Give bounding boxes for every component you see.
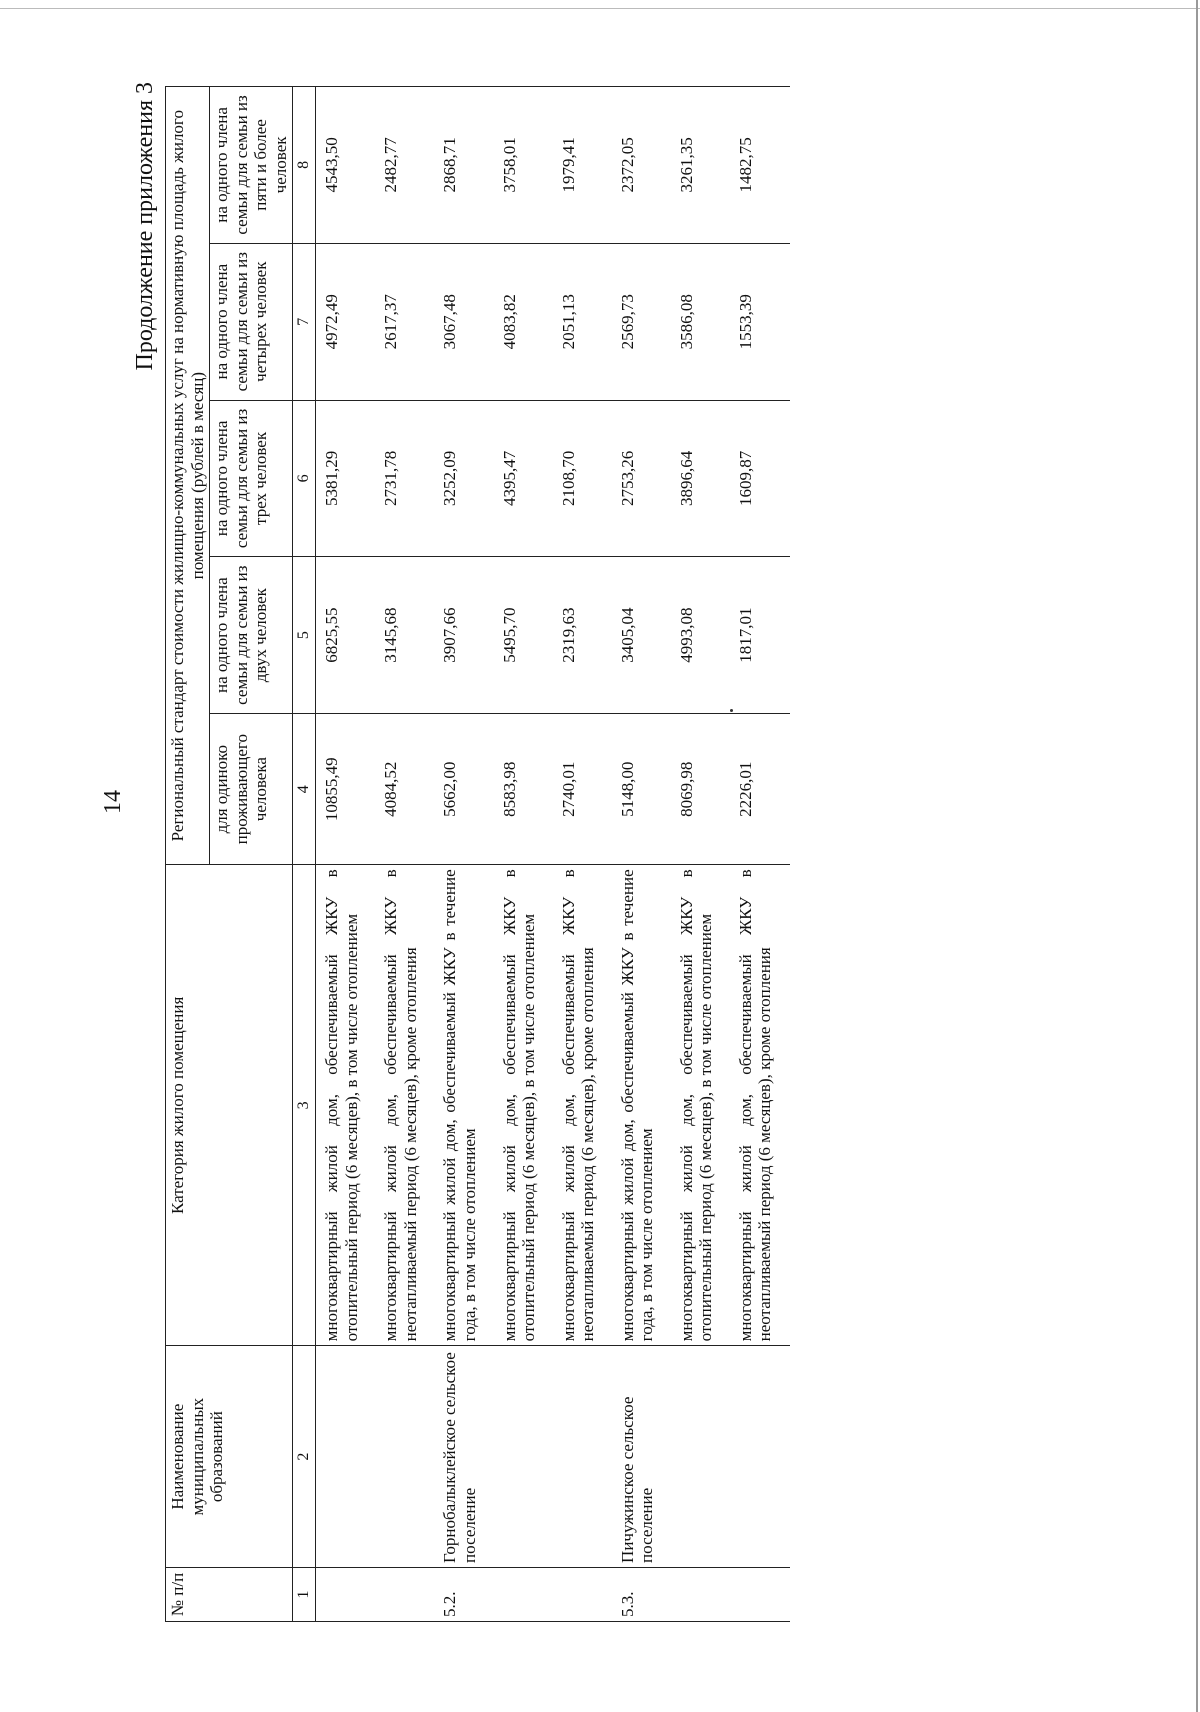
value-single: 5148,00	[612, 714, 671, 865]
value-family-2: 1817,01	[730, 557, 790, 714]
housing-category: многоквартирный жилой дом, обеспечиваемый ЖКУ в неотапливаемый период (6 месяцев), кроме отопления	[730, 865, 790, 1346]
column-number: 7	[293, 243, 316, 400]
value-single: 2226,01	[730, 714, 790, 865]
header-col8: на одного члена семьи для семьи из пяти и более человек	[210, 87, 293, 244]
value-family-2: 4993,08	[671, 557, 730, 714]
table-row	[494, 87, 553, 1622]
column-number: 2	[293, 1346, 316, 1568]
value-family-5plus: 2372,05	[612, 87, 671, 244]
municipality-name: Горнобалыклейское сельское поселение	[434, 1346, 493, 1568]
table-body	[316, 87, 790, 1622]
value-family-3: 3252,09	[434, 400, 493, 557]
value-family-3: 1609,87	[730, 400, 790, 557]
value-family-2: 3405,04	[612, 557, 671, 714]
value-single: 5662,00	[434, 714, 493, 865]
value-family-2: 6825,55	[316, 557, 376, 714]
column-number: 6	[293, 400, 316, 557]
municipality-name	[375, 1346, 434, 1568]
value-family-5plus: 1979,41	[553, 87, 612, 244]
value-family-2: 3907,66	[434, 557, 493, 714]
value-family-5plus: 3261,35	[671, 87, 730, 244]
municipality-name	[494, 1346, 553, 1568]
table-row	[612, 87, 671, 1622]
value-family-4: 3586,08	[671, 243, 730, 400]
header-group: Региональный стандарт стоимости жилищно-коммунальных услуг на нормативную площадь жилого помещения (рублей в месяц)	[166, 87, 210, 865]
header-name: Наименование муниципальных образований	[166, 1346, 293, 1568]
row-number	[375, 1567, 434, 1621]
value-family-2: 2319,63	[553, 557, 612, 714]
housing-category: многоквартирный жилой дом, обеспечиваемый ЖКУ в неотапливаемый период (6 месяцев), кроме отопления	[553, 865, 612, 1346]
page-number: 14	[100, 790, 126, 814]
column-number: 1	[293, 1567, 316, 1621]
value-single: 8583,98	[494, 714, 553, 865]
table-row	[730, 87, 790, 1622]
table-row	[434, 87, 493, 1622]
header-col6: на одного члена семьи для семьи из трех человек	[210, 400, 293, 557]
row-number	[730, 1567, 790, 1621]
row-number	[316, 1567, 376, 1621]
housing-category: многоквартирный жилой дом, обеспечиваемый ЖКУ в отопительный период (6 месяцев), в том числе отоплением	[316, 865, 376, 1346]
value-family-4: 2569,73	[612, 243, 671, 400]
municipality-name	[316, 1346, 376, 1568]
row-number: 5.3.	[612, 1567, 671, 1621]
value-family-4: 1553,39	[730, 243, 790, 400]
value-single: 2740,01	[553, 714, 612, 865]
housing-category: многоквартирный жилой дом, обеспечиваемый ЖКУ в отопительный период (6 месяцев), в том числе отоплением	[671, 865, 730, 1346]
value-single: 8069,98	[671, 714, 730, 865]
value-family-5plus: 1482,75	[730, 87, 790, 244]
header-num: № п/п	[166, 1567, 293, 1621]
column-number: 8	[293, 87, 316, 244]
header-col5: на одного члена семьи для семьи из двух человек	[210, 557, 293, 714]
value-family-3: 3896,64	[671, 400, 730, 557]
value-family-3: 4395,47	[494, 400, 553, 557]
row-number: 5.2.	[434, 1567, 493, 1621]
value-family-2: 3145,68	[375, 557, 434, 714]
header-col4: для одиноко проживающего человека	[210, 714, 293, 865]
municipality-name: Пичужинское сельское поселение	[612, 1346, 671, 1568]
value-family-3: 2108,70	[553, 400, 612, 557]
table-row	[553, 87, 612, 1622]
header-col7: на одного члена семьи для семьи из четырех человек	[210, 243, 293, 400]
continuation-title: Продолжение приложения 3	[132, 82, 158, 371]
value-family-4: 4083,82	[494, 243, 553, 400]
value-family-4: 2617,37	[375, 243, 434, 400]
value-family-4: 2051,13	[553, 243, 612, 400]
column-number: 3	[293, 865, 316, 1346]
header-category: Категория жилого помещения	[166, 865, 293, 1346]
housing-category: многоквартирный жилой дом, обеспечиваемый ЖКУ в течение года, в том числе отоплением	[612, 865, 671, 1346]
column-number: 5	[293, 557, 316, 714]
value-family-4: 4972,49	[316, 243, 376, 400]
value-single: 4084,52	[375, 714, 434, 865]
row-number	[671, 1567, 730, 1621]
value-family-5plus: 4543,50	[316, 87, 376, 244]
municipality-name	[553, 1346, 612, 1568]
value-family-5plus: 2868,71	[434, 87, 493, 244]
row-number	[494, 1567, 553, 1621]
scan-speck	[730, 709, 733, 712]
value-family-5plus: 3758,01	[494, 87, 553, 244]
value-family-3: 2753,26	[612, 400, 671, 557]
value-family-2: 5495,70	[494, 557, 553, 714]
housing-category: многоквартирный жилой дом, обеспечиваемый ЖКУ в неотапливаемый период (6 месяцев), кроме отопления	[375, 865, 434, 1346]
value-single: 10855,49	[316, 714, 376, 865]
column-numbers-row	[293, 87, 316, 1622]
standard-cost-table	[165, 86, 790, 1622]
municipality-name	[730, 1346, 790, 1568]
municipality-name	[671, 1346, 730, 1568]
table-row	[671, 87, 730, 1622]
value-family-4: 3067,48	[434, 243, 493, 400]
table-row	[316, 87, 376, 1622]
housing-category: многоквартирный жилой дом, обеспечиваемый ЖКУ в отопительный период (6 месяцев), в том числе отоплением	[494, 865, 553, 1346]
table-row	[375, 87, 434, 1622]
value-family-5plus: 2482,77	[375, 87, 434, 244]
housing-category: многоквартирный жилой дом, обеспечиваемый ЖКУ в течение года, в том числе отоплением	[434, 865, 493, 1346]
column-number: 4	[293, 714, 316, 865]
value-family-3: 5381,29	[316, 400, 376, 557]
value-family-3: 2731,78	[375, 400, 434, 557]
row-number	[553, 1567, 612, 1621]
